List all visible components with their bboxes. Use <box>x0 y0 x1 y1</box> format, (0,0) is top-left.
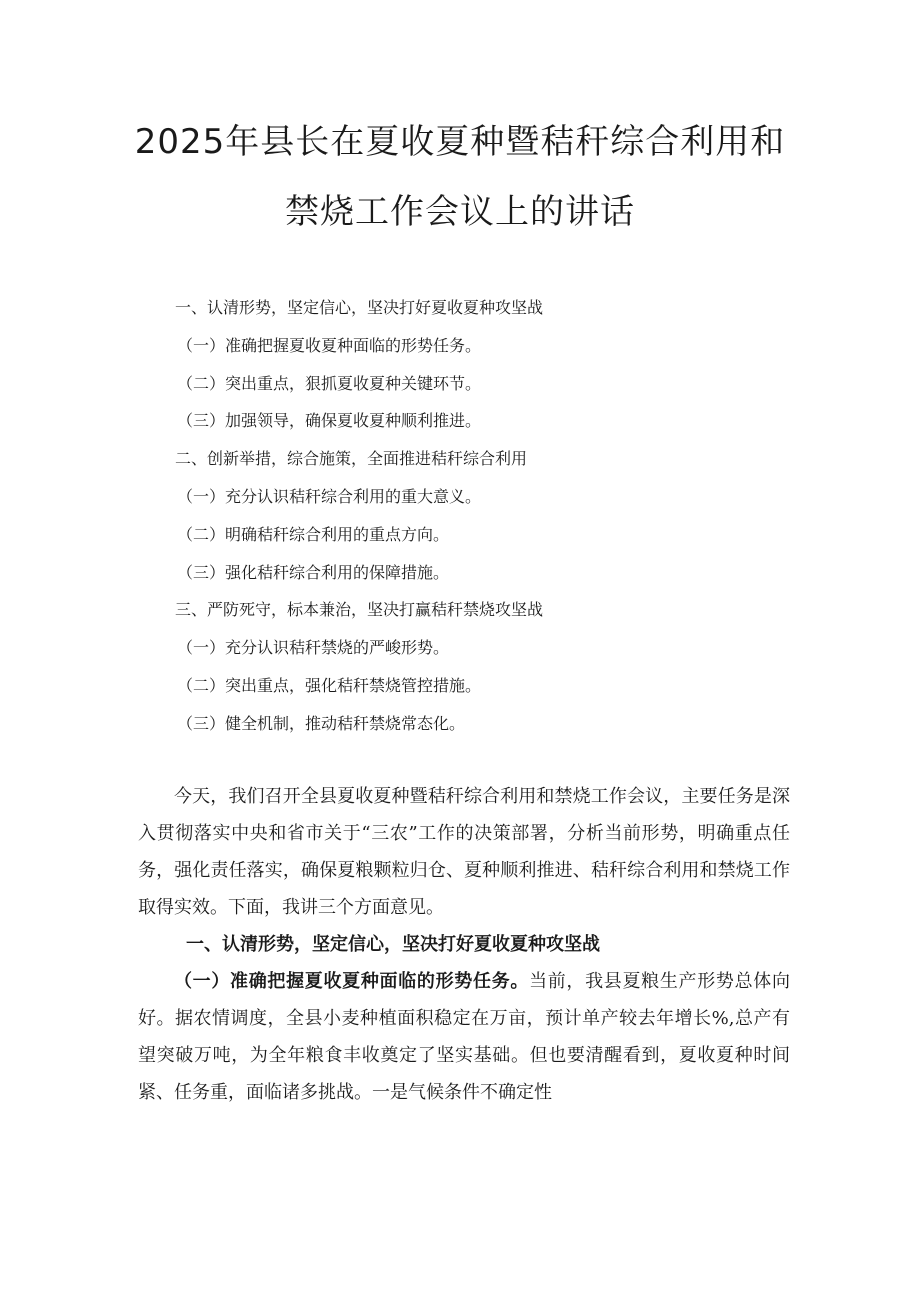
subsection-paragraph <box>138 963 790 1111</box>
outline-item: 一、认清形势，坚定信心，坚决打好夏收夏种攻坚战 <box>175 298 544 317</box>
outline-item: （三）健全机制，推动秸秆禁烧常态化。 <box>177 713 466 733</box>
outline-item: （二）突出重点，狠抓夏收夏种关键环节。 <box>177 373 482 393</box>
outline <box>175 294 795 748</box>
outline-item: 二、创新举措，综合施策，全面推进秸秆综合利用 <box>175 449 528 469</box>
subsection-lead: （一）准确把握夏收夏种面临的形势任务。 <box>174 971 530 992</box>
document-title-line-1: 2025年县长在夏收夏种暨秸秆综合利用和 <box>134 122 786 162</box>
outline-item: （三）强化秸秆综合利用的保障措施。 <box>177 562 450 582</box>
outline-item: （三）加强领导，确保夏收夏种顺利推进。 <box>177 411 482 431</box>
outline-item: （一）准确把握夏收夏种面临的形势任务。 <box>177 335 482 355</box>
outline-item: （二）突出重点，强化秸秆禁烧管控措施。 <box>177 675 482 695</box>
outline-item: （一）充分认识秸秆禁烧的严峻形势。 <box>177 638 450 658</box>
section-heading: 一、认清形势，坚定信心，坚决打好夏收夏种攻坚战 <box>186 934 600 955</box>
speech-body <box>138 778 790 1111</box>
outline-item: （一）充分认识秸秆综合利用的重大意义。 <box>177 486 482 506</box>
outline-item: 三、严防死守，标本兼治，坚决打赢秸秆禁烧攻坚战 <box>175 600 544 620</box>
outline-item: （二）明确秸秆综合利用的重点方向。 <box>177 524 450 544</box>
subsection-text: 当前，我县夏粮生产形势总体向好。据农情调度，全县小麦种植面积稳定在万亩，预计单产较去年增长%,总产有望突破万吨，为全年粮食丰收奠定了坚实基础。但也要清醒看到，夏收夏种时间紧、任务重，面临诸多挑战。一是气候条件不确定性 <box>138 971 790 1103</box>
document-title-line-2: 禁烧工作会议上的讲话 <box>285 192 635 232</box>
intro-paragraph: 今天，我们召开全县夏收夏种暨秸秆综合利用和禁烧工作会议，主要任务是深入贯彻落实中央和省市关于“三农”工作的决策部署，分析当前形势，明确重点任务，强化责任落实，确保夏粮颗粒归仓、夏种顺利推进、秸秆综合利用和禁烧工作取得实效。下面，我讲三个方面意见。 <box>138 786 790 918</box>
